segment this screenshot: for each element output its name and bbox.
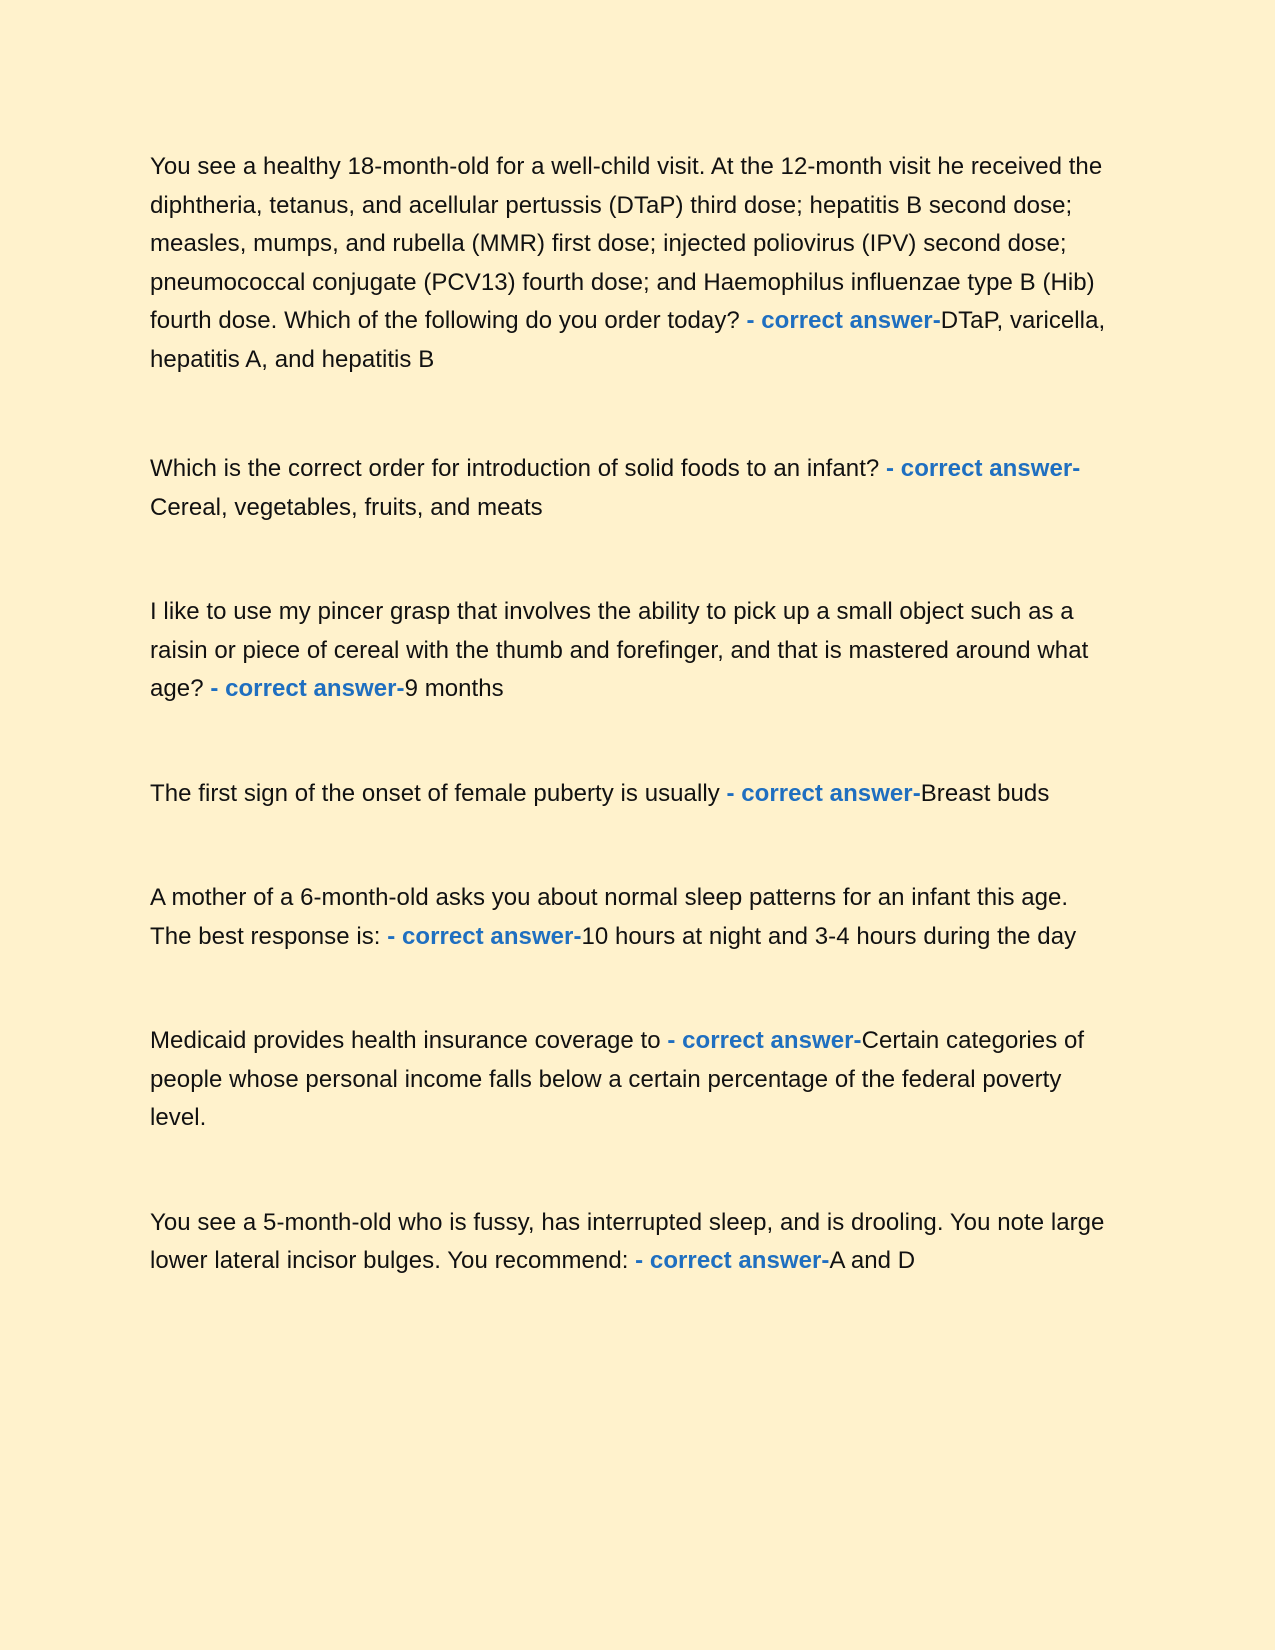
qa-item-3 [150,593,1115,709]
question-text: Medicaid provides health insurance coverage to [150,1027,668,1054]
qa-item-2 [150,450,1115,527]
correct-answer-marker: - correct answer- [635,1247,830,1274]
answer-text: DTaP, varicella, hepatitis A, and hepatitis B [150,307,1106,373]
answer-text: Breast buds [920,779,1050,807]
qa-item-6 [150,1022,1115,1138]
answer-text: Certain categories of people whose personal income falls below a certain percentage of the federal poverty level. [150,1027,1085,1131]
qa-item-5 [150,879,1115,956]
correct-answer-marker: - correct answer- [726,779,921,807]
answer-text: Cereal, vegetables, fruits, and meats [150,493,543,521]
correct-answer-marker: - correct answer- [210,675,405,702]
answer-text: A and D [829,1247,916,1274]
correct-answer-marker: - correct answer- [667,1027,862,1054]
question-text: You see a 5-month-old who is fussy, has interrupted sleep, and is drooling. You note large lower lateral incisor bulges. You recommend: [150,1208,1105,1274]
qa-item-1 [150,148,1115,379]
question-text: Which is the correct order for introduction of solid foods to an infant? [150,455,887,482]
question-text: The first sign of the onset of female puberty is usually [150,779,727,807]
answer-text: 10 hours at night and 3-4 hours during the day [581,922,1077,950]
question-text: I like to use my pincer grasp that involves the ability to pick up a small object such as a raisin or piece of cereal with the thumb and forefinger, and that is mastered around what age? [150,598,1089,702]
question-text: You see a healthy 18-month-old for a well-child visit. At the 12-month visit he received the diphtheria, tetanus, and acellular pertussis (DTaP) third dose; hepatitis B second dose; measles, mumps, and rubella (MMR) first dose; injected poliovirus (IPV) second dose; pneumococcal conjugate (PCV13) fourth dose; and Haemophilus influenzae type B (Hib) fourth dose. Which of the following do you order today? [150,153,1103,334]
correct-answer-marker: - correct answer- [886,455,1081,482]
correct-answer-marker: - correct answer- [387,922,582,950]
question-text: A mother of a 6-month-old asks you about normal sleep patterns for an infant this age. The best response is: [150,884,1069,950]
correct-answer-marker: - correct answer- [746,307,941,334]
qa-item-4 [150,775,1115,814]
answer-text: 9 months [404,675,504,702]
qa-item-7 [150,1204,1115,1281]
